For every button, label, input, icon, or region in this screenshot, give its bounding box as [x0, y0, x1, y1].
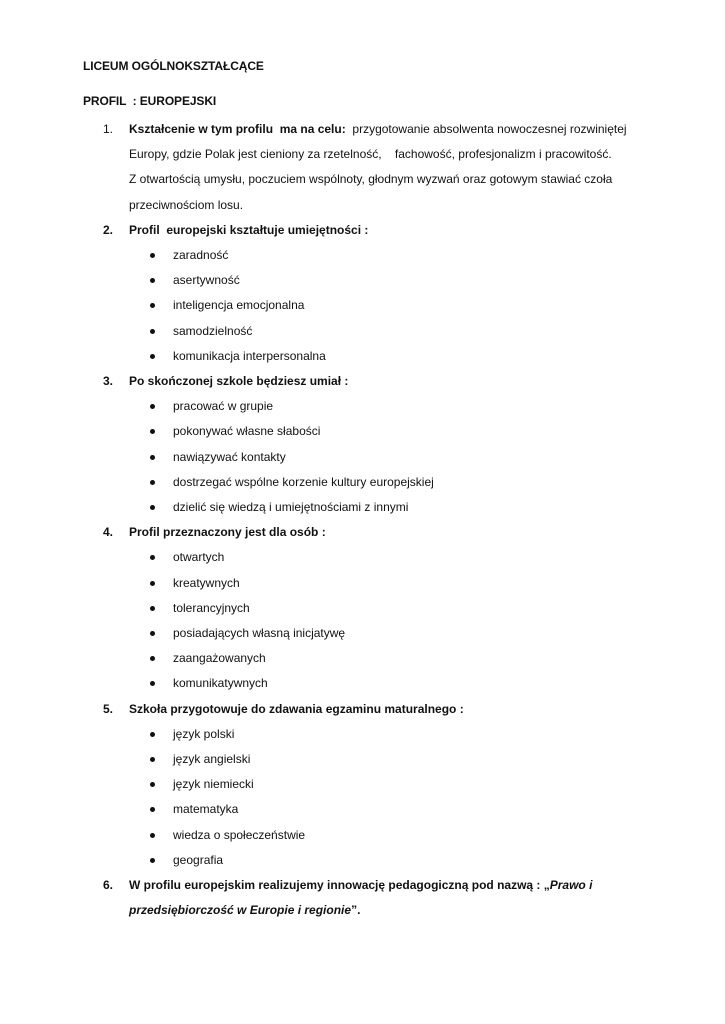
list-item	[129, 571, 634, 596]
list-item	[129, 268, 634, 293]
quote-close: ”.	[351, 903, 361, 918]
list-item-text: wiedza o społeczeństwie	[173, 827, 306, 842]
section-title: Profil europejski kształtuje umiejętności :	[129, 222, 369, 237]
list-item	[129, 772, 634, 797]
list-item-text: język niemiecki	[173, 777, 254, 792]
list-item-text: tolerancyjnych	[173, 600, 250, 615]
list-item-text: posiadających własną inicjatywę	[173, 626, 346, 641]
innovation-name-part1: Prawo i	[549, 878, 593, 893]
list-item	[129, 394, 634, 419]
bullet-list	[129, 545, 634, 696]
list-item-text: inteligencja emocjonalna	[173, 298, 305, 313]
section-title: Szkoła przygotowuje do zdawania egzaminu maturalnego :	[129, 701, 464, 716]
section-title: Po skończonej szkole będziesz umiał :	[129, 374, 349, 389]
bullet-icon	[150, 606, 155, 611]
bullet-icon	[150, 833, 155, 838]
list-item-text: dostrzegać wspólne korzenie kultury europejskiej	[173, 474, 434, 489]
list-item-text: dzielić się wiedzą i umiejętnościami z innymi	[173, 500, 409, 515]
bullet-icon	[150, 656, 155, 661]
list-item-text: pracować w grupie	[173, 399, 274, 414]
section-2	[0, 218, 634, 369]
bullet-icon	[150, 631, 155, 636]
bullet-icon	[150, 581, 155, 586]
list-item	[129, 445, 634, 470]
bullet-icon	[150, 404, 155, 409]
bullet-list	[129, 722, 634, 873]
bullet-icon	[150, 278, 155, 283]
bullet-icon	[150, 429, 155, 434]
list-item	[129, 470, 634, 495]
bullet-icon	[150, 354, 155, 359]
bullet-icon	[150, 455, 155, 460]
list-item-text: kreatywnych	[173, 575, 240, 590]
innovation-name-part2: przedsiębiorczość w Europie i regionie	[129, 903, 352, 918]
bullet-icon	[150, 732, 155, 737]
list-item	[129, 722, 634, 747]
list-item-text: asertywność	[173, 273, 240, 288]
bullet-icon	[150, 757, 155, 762]
section-text: Europy, gdzie Polak jest cieniony za rzetelność, fachowość, profesjonalizm i pracowitość.	[129, 147, 612, 162]
bullet-icon	[150, 807, 155, 812]
list-item-text: geografia	[173, 852, 224, 867]
section-number: 2.	[103, 222, 114, 237]
section-text: Z otwartością umysłu, poczuciem wspólnoty, głodnym wyzwań oraz gotowym stawiać czoła	[129, 172, 613, 187]
list-item	[129, 671, 634, 696]
list-item-text: nawiązywać kontakty	[173, 449, 286, 464]
list-item	[129, 293, 634, 318]
list-item	[129, 243, 634, 268]
list-item	[129, 419, 634, 444]
list-item-text: język angielski	[173, 752, 251, 767]
list-item-text: matematyka	[173, 802, 239, 817]
section-6-first-line	[129, 873, 634, 898]
list-item	[129, 621, 634, 646]
section-6	[0, 873, 634, 923]
section-number: 5.	[103, 701, 114, 716]
list-item	[129, 823, 634, 848]
list-item-text: język polski	[173, 726, 235, 741]
list-item-text: pokonywać własne słabości	[173, 424, 321, 439]
section-number: 3.	[103, 374, 114, 389]
list-item	[129, 545, 634, 570]
section-number: 4.	[103, 525, 114, 540]
list-item	[129, 747, 634, 772]
bullet-icon	[150, 480, 155, 485]
list-item-text: zaangażowanych	[173, 651, 266, 666]
profile-heading: PROFIL : EUROPEJSKI	[83, 94, 217, 108]
section-1	[0, 117, 634, 218]
bullet-icon	[150, 555, 155, 560]
section-number: 1.	[103, 122, 114, 136]
list-item	[129, 646, 634, 671]
section-3	[0, 369, 634, 520]
list-item	[129, 495, 634, 520]
section-4	[0, 520, 634, 696]
section-title: Profil przeznaczony jest dla osób :	[129, 525, 326, 540]
bullet-icon	[150, 782, 155, 787]
section-text: przygotowanie absolwenta nowoczesnej rozwiniętej	[352, 122, 627, 136]
section-5	[0, 697, 634, 873]
numbered-list	[0, 117, 725, 924]
bullet-icon	[150, 253, 155, 258]
list-item	[129, 797, 634, 822]
list-item-text: komunikacja interpersonalna	[173, 348, 326, 363]
list-item	[129, 596, 634, 621]
list-item-text: samodzielność	[173, 323, 253, 338]
section-title: W profilu europejskim realizujemy innowację pedagogiczną pod nazwą :	[129, 878, 544, 893]
bullet-list	[129, 243, 634, 369]
list-item	[129, 344, 634, 369]
bullet-icon	[150, 303, 155, 308]
bullet-icon	[150, 505, 155, 510]
list-item	[129, 319, 634, 344]
section-1-first-line	[129, 117, 634, 142]
school-type-heading: LICEUM OGÓLNOKSZTAŁCĄCE	[83, 59, 264, 73]
list-item-text: komunikatywnych	[173, 676, 268, 691]
bullet-list	[129, 394, 634, 520]
bullet-icon	[150, 329, 155, 334]
section-title: Kształcenie w tym profilu ma na celu:	[129, 122, 346, 136]
section-6-second-line	[129, 898, 634, 923]
section-text: przeciwnościom losu.	[129, 197, 244, 212]
section-number: 6.	[103, 878, 114, 893]
list-item	[129, 848, 634, 873]
list-item-text: zaradność	[173, 248, 229, 263]
bullet-icon	[150, 681, 155, 686]
quote-open: „	[543, 878, 550, 893]
list-item-text: otwartych	[173, 550, 225, 565]
bullet-icon	[150, 858, 155, 863]
